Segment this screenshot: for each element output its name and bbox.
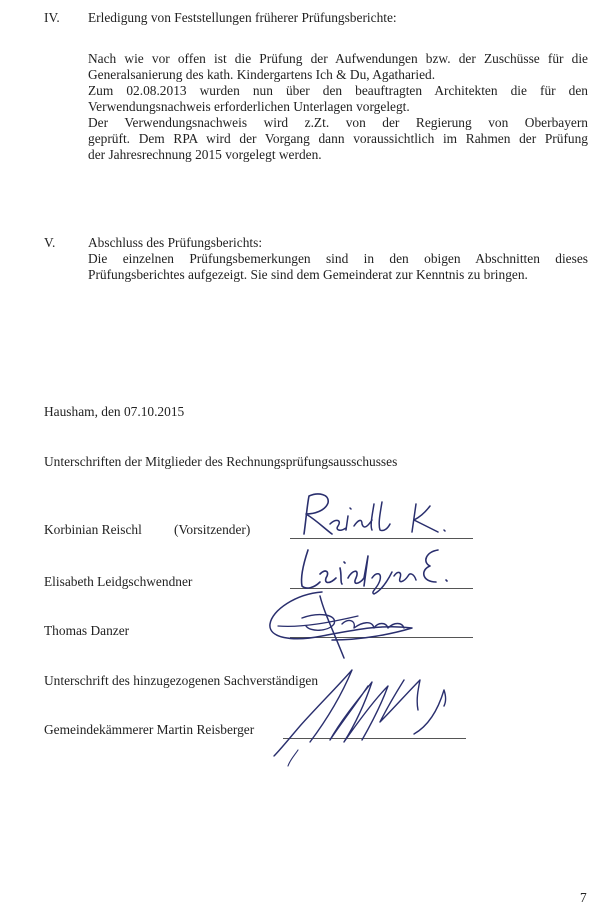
section-4-line: Verwendungsnachweis erforderlichen Unterlagen vorgelegt. bbox=[88, 99, 410, 114]
expert-name: Gemeindekämmerer Martin Reisberger bbox=[44, 722, 255, 737]
signer-name: Thomas Danzer bbox=[44, 623, 130, 638]
section-4-line: Zum 02.08.2013 wurden nun über den beauftragten Architekten die für den bbox=[88, 83, 588, 98]
signatures-heading: Unterschriften der Mitglieder des Rechnungsprüfungsausschusses bbox=[44, 454, 398, 469]
section-4-line: der Jahresrechnung 2015 vorgelegt werden. bbox=[88, 147, 322, 162]
place-date: Hausham, den 07.10.2015 bbox=[44, 404, 185, 419]
section-4-line: Generalsanierung des kath. Kindergartens Ich & Du, Agatharied. bbox=[88, 67, 436, 82]
section-4-number: IV. bbox=[44, 10, 60, 25]
section-4-line: Der Verwendungsnachweis wird z.Zt. von der Regierung von Oberbayern bbox=[88, 115, 588, 130]
handwritten-signature-reisberger bbox=[268, 660, 468, 770]
signer-role: (Vorsitzender) bbox=[174, 522, 251, 537]
section-4-title: Erledigung von Feststellungen früherer Prüfungsberichte: bbox=[88, 10, 397, 25]
handwritten-signature-leidgschwendner bbox=[290, 542, 470, 594]
section-4-body bbox=[88, 51, 588, 163]
section-5-line: Prüfungsberichtes aufgezeigt. Sie sind dem Gemeinderat zur Kenntnis zu bringen. bbox=[88, 267, 528, 282]
section-4-line: Nach wie vor offen ist die Prüfung der Aufwendungen bzw. der Zuschüsse für die bbox=[88, 51, 588, 66]
page-number: 7 bbox=[580, 890, 587, 905]
section-5-title: Abschluss des Prüfungsberichts: bbox=[88, 235, 263, 250]
handwritten-signature-reischl bbox=[292, 490, 472, 540]
expert-heading: Unterschrift des hinzugezogenen Sachverständigen bbox=[44, 673, 319, 688]
handwritten-signature-danzer bbox=[262, 588, 442, 660]
section-5-body bbox=[88, 251, 588, 283]
signer-name: Elisabeth Leidgschwendner bbox=[44, 574, 193, 589]
signer-name: Korbinian Reischl bbox=[44, 522, 142, 537]
section-4-line: geprüft. Dem RPA wird der Vorgang dann voraussichtlich im Rahmen der Prüfung bbox=[88, 131, 588, 146]
section-5-line: Die einzelnen Prüfungsbemerkungen sind in den obigen Abschnitten dieses bbox=[88, 251, 588, 266]
section-5-number: V. bbox=[44, 235, 56, 250]
